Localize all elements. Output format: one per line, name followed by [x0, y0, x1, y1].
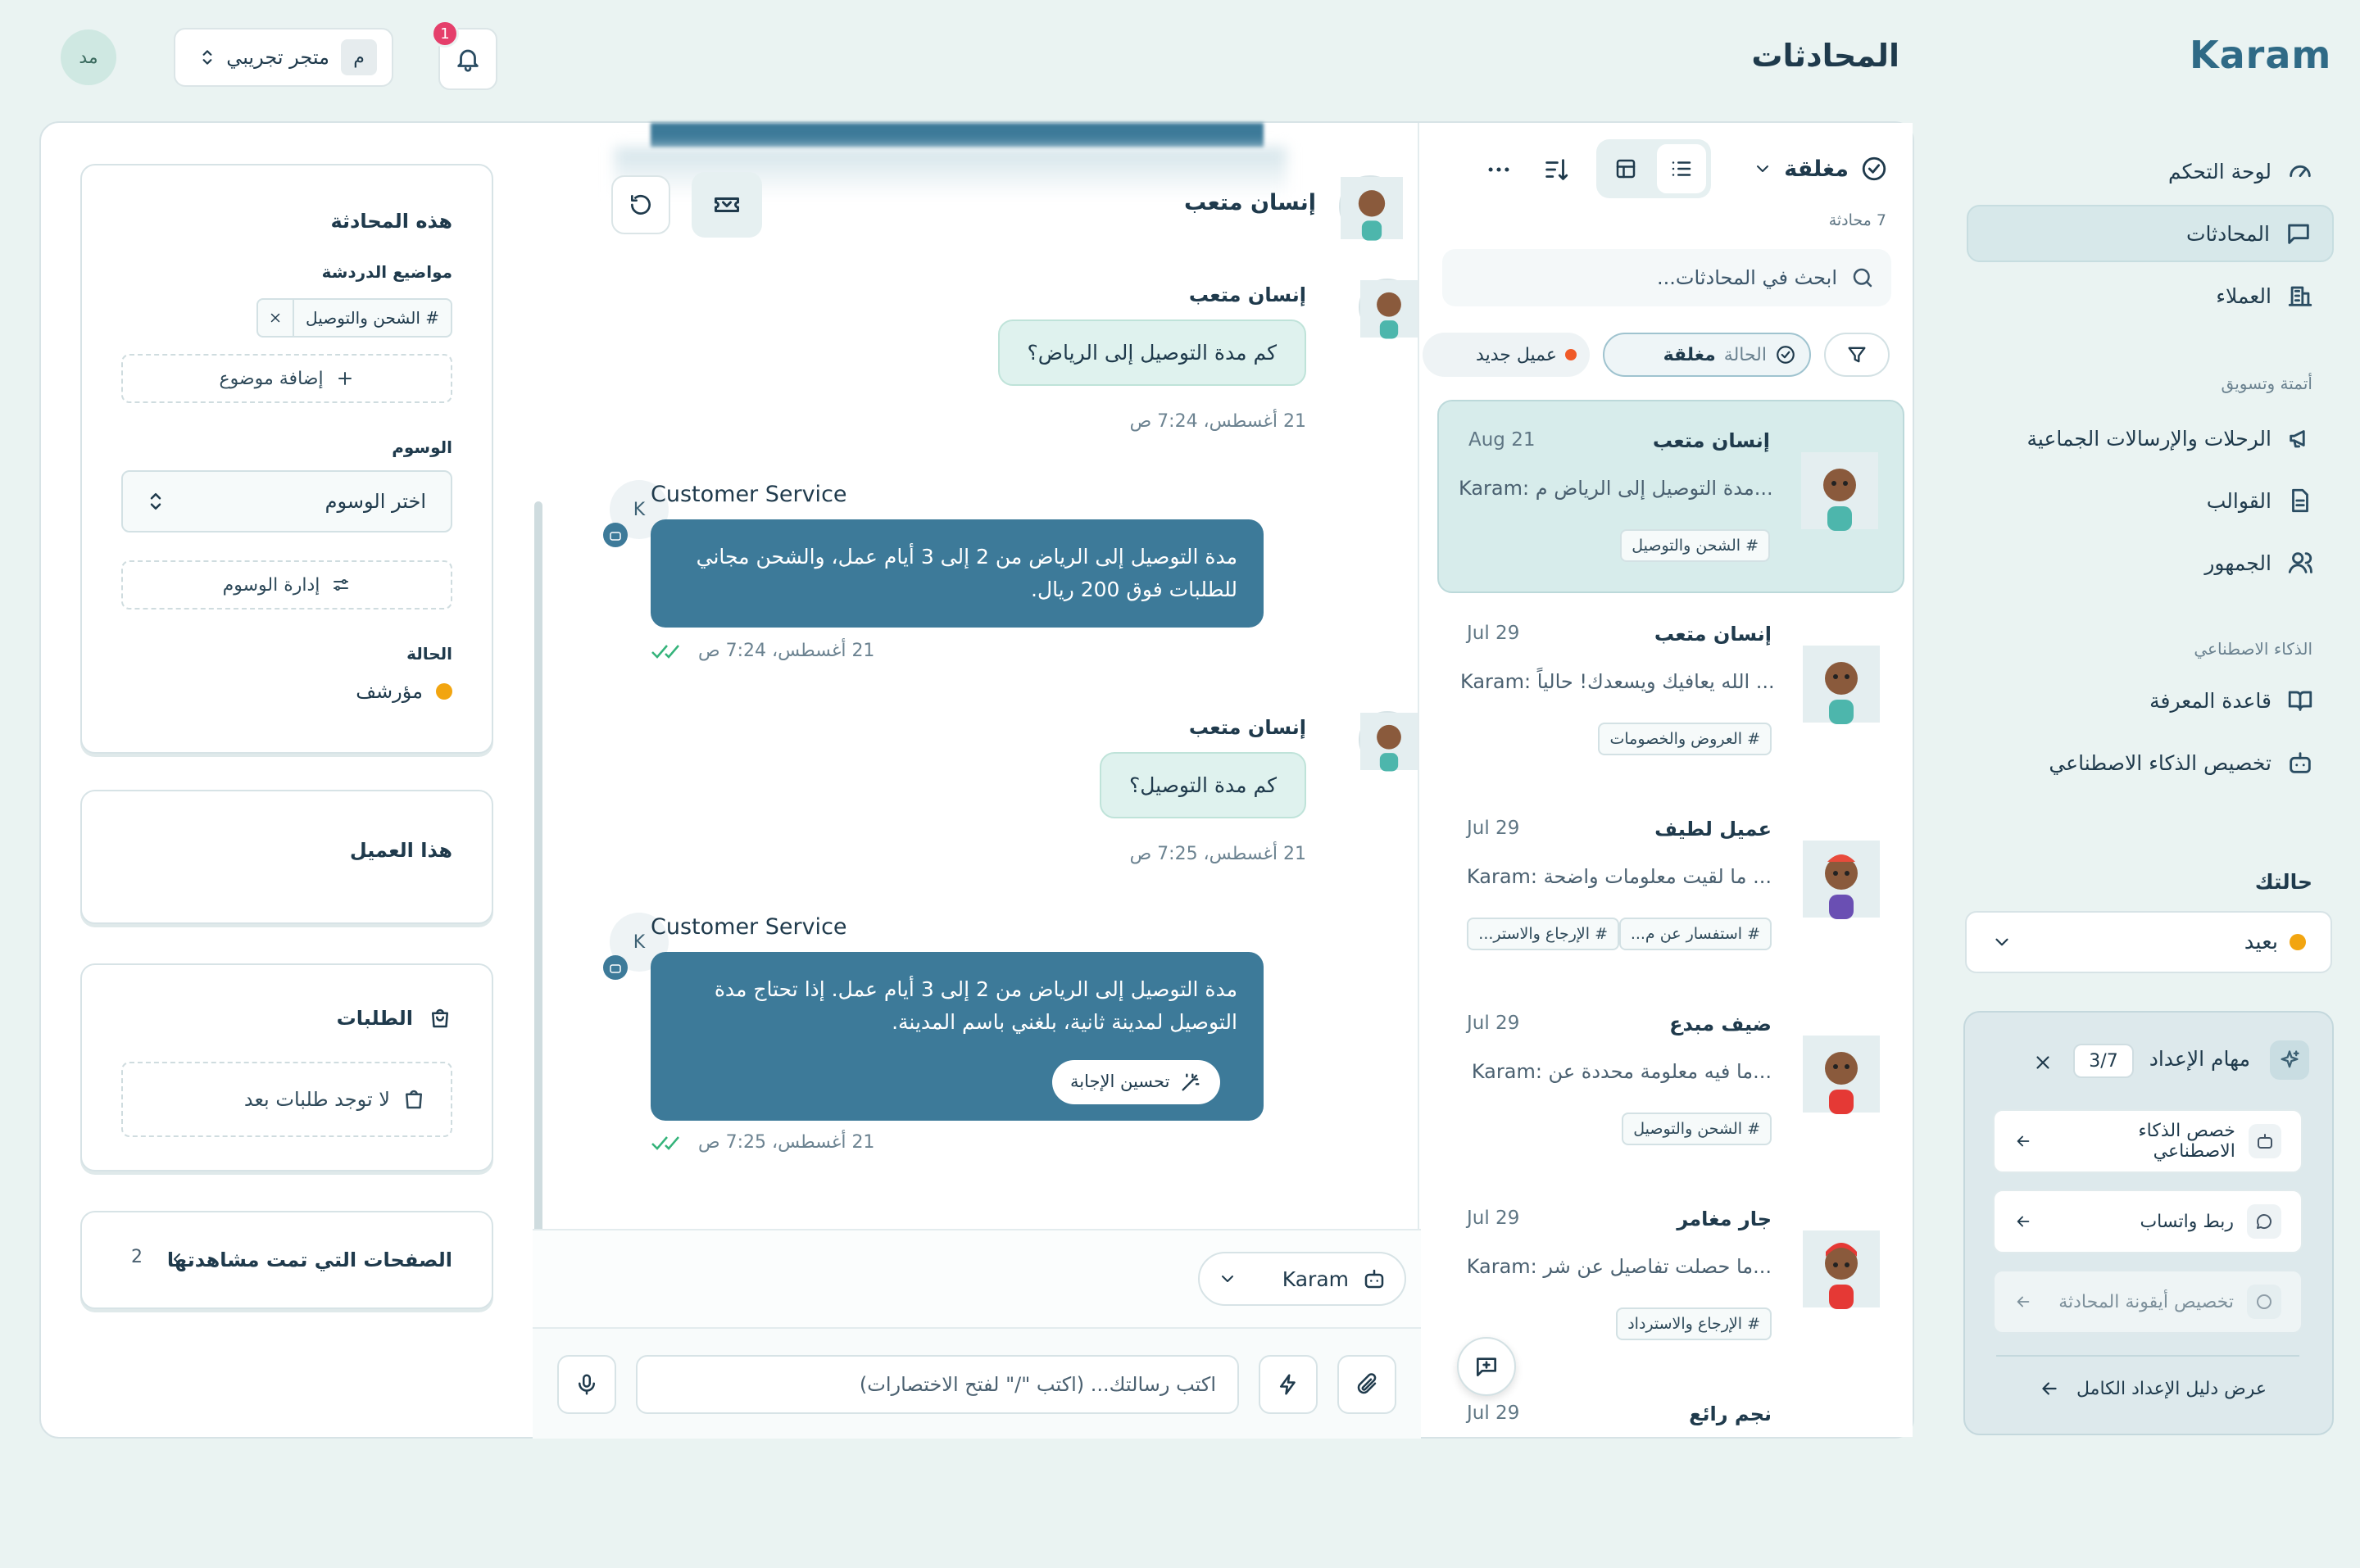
status-dot	[436, 683, 452, 700]
chevron-updown-icon	[200, 47, 215, 68]
conversation-preview: Karam: ما فيه معلومة محددة عن...	[1471, 1060, 1772, 1083]
sidebar-item-label: قاعدة المعرفة	[2149, 688, 2272, 713]
viewed-count: 2	[131, 1247, 143, 1267]
bot-icon	[1362, 1267, 1386, 1291]
shopping-bag-icon	[402, 1087, 426, 1112]
status-dot	[2290, 934, 2306, 950]
document-icon	[2286, 487, 2314, 514]
palette-icon	[2247, 1285, 2281, 1319]
chip-value: مغلقة	[1663, 344, 1716, 365]
close-icon[interactable]	[2032, 1052, 2054, 1073]
attach-button[interactable]	[1337, 1355, 1396, 1414]
setup-step-label: خصص الذكاء الاصطناعي	[2138, 1121, 2235, 1162]
chat-bubble-icon	[2247, 1204, 2281, 1239]
setup-step-ai[interactable]	[1993, 1109, 2303, 1173]
setup-progress: 3/7	[2073, 1044, 2134, 1078]
conversation-name: إنسان متعب	[1654, 623, 1772, 646]
karam-logo[interactable]	[2190, 33, 2332, 82]
store-name: متجر تجريبي	[226, 46, 329, 69]
conversation-date: Jul 29	[1467, 1208, 1520, 1229]
add-topic-button[interactable]	[121, 354, 452, 403]
chevron-down-icon	[1218, 1269, 1237, 1289]
setup-step-label: ربط واتساب	[2140, 1211, 2234, 1232]
arrow-left-icon	[2014, 1293, 2032, 1311]
tags-select[interactable]	[121, 470, 452, 532]
conversation-date: Aug 21	[1468, 429, 1536, 451]
viewed-pages-card[interactable]	[80, 1211, 493, 1309]
setup-step-label: تخصيص أيقونة المحادثة	[2058, 1291, 2234, 1312]
store-initial: م	[341, 39, 377, 75]
status-filter-chip[interactable]	[1603, 333, 1811, 377]
microphone-icon	[574, 1372, 599, 1397]
view-toggle	[1596, 139, 1711, 198]
bot-icon	[2249, 1124, 2281, 1158]
message-bubble-incoming: كم مدة التوصيل إلى الرياض؟	[998, 319, 1307, 386]
tags-label: الوسوم	[392, 437, 452, 457]
page-title: المحادثات	[1751, 38, 1899, 74]
conversation-name: إنسان متعب	[1652, 429, 1770, 452]
conversation-item[interactable]	[1437, 1375, 1904, 1568]
magic-wand-icon	[1179, 1071, 1202, 1094]
conversation-name: عميل لطيف	[1654, 818, 1772, 841]
sidebar-item-label: المحادثات	[2185, 221, 2270, 246]
table-view-button[interactable]	[1601, 144, 1650, 193]
no-orders-placeholder	[121, 1062, 452, 1137]
filter-icon	[1845, 343, 1868, 366]
main-card	[39, 121, 1914, 1439]
brand-name: Karam	[2190, 33, 2332, 77]
status-value: بعيد	[2244, 930, 2278, 954]
ticket-icon	[712, 190, 742, 220]
agent-selector[interactable]	[1198, 1252, 1406, 1306]
topic-chip	[256, 298, 452, 338]
conversation-tag: # استفسار عن م...	[1619, 918, 1772, 950]
arrow-left-icon	[2039, 1378, 2060, 1399]
plus-icon	[335, 369, 355, 388]
conversation-tag: # الإرجاع والاستر...	[1467, 918, 1619, 950]
setup-title: مهام الإعداد	[2149, 1047, 2250, 1071]
section-title: هذه المحادثة	[330, 210, 452, 233]
sidebar-item-conversations[interactable]	[1967, 205, 2334, 262]
search-input[interactable]	[1442, 249, 1891, 306]
chip-dot	[1565, 349, 1577, 360]
setup-step-whatsapp[interactable]	[1993, 1190, 2303, 1253]
avatar	[1803, 1230, 1880, 1307]
composer	[533, 1327, 1421, 1439]
sidebar-item-label: لوحة التحكم	[2167, 159, 2272, 184]
improve-answer-button[interactable]	[1052, 1060, 1220, 1104]
manage-tags-button[interactable]	[121, 560, 452, 610]
conversation-name: ضيف مبدع	[1669, 1013, 1772, 1036]
avatar	[1803, 841, 1880, 918]
conversation-tag: # الشحن والتوصيل	[1622, 1113, 1772, 1145]
bell-icon	[454, 45, 482, 73]
search-icon	[1850, 265, 1875, 290]
conversation-name: نجم رائع	[1689, 1403, 1772, 1425]
building-icon	[2286, 282, 2314, 310]
list-view-button[interactable]	[1657, 144, 1706, 193]
chip-label: عميل جديد	[1476, 344, 1557, 365]
agent-name: Karam	[1282, 1267, 1349, 1291]
paperclip-icon	[1355, 1372, 1379, 1397]
message-text: مدة التوصيل إلى الرياض من 2 إلى 3 أيام عمل. إذا تحتاج مدة التوصيل لمدينة ثانية، بلغني باسم المدينة.	[714, 977, 1237, 1034]
avatar	[1359, 279, 1416, 336]
bot-icon	[603, 955, 628, 980]
double-check-icon	[651, 642, 687, 660]
conversation-tag: # الشحن والتوصيل	[1620, 529, 1770, 562]
avatar	[1803, 646, 1880, 723]
sidebar-item-templates[interactable]	[1967, 472, 2334, 529]
message-time: 21 أغسطس، 7:24 ص	[1129, 411, 1306, 432]
status-filter-label: مغلقة	[1784, 156, 1849, 182]
lightning-icon	[1276, 1372, 1300, 1397]
conversation-details-card	[80, 164, 493, 754]
sidebar-item-knowledge-base[interactable]	[1967, 672, 2334, 729]
conversation-tag: # الإرجاع والاسترداد	[1616, 1307, 1772, 1340]
close-icon	[268, 310, 283, 325]
status-filter-dropdown[interactable]	[1732, 144, 1888, 193]
conversation-preview: Karam: الله يعافيك ويسعدك! حالياً ...	[1460, 670, 1775, 693]
message-time: 21 أغسطس، 7:25 ص	[1129, 844, 1306, 864]
topic-chip-label: # الشحن والتوصيل	[306, 308, 439, 328]
arrow-left-icon	[2014, 1212, 2032, 1230]
agent-avatar: K	[610, 480, 669, 539]
check-circle-icon	[1775, 344, 1796, 365]
arrow-left-icon	[2014, 1132, 2032, 1150]
avatar	[1803, 1036, 1880, 1113]
user-avatar[interactable]: مد	[61, 29, 116, 85]
orders-header	[337, 1006, 452, 1031]
more-icon[interactable]	[1485, 156, 1513, 184]
message-sender: Customer Service	[651, 914, 847, 940]
book-icon	[2286, 687, 2314, 714]
conversation-date: Jul 29	[1467, 1013, 1520, 1034]
sidebar-item-dashboard[interactable]	[1967, 143, 2334, 200]
conversation-count: 7 محادثة	[1828, 211, 1886, 229]
bot-icon	[2286, 749, 2314, 777]
notification-badge: 1	[431, 20, 459, 48]
conversation-status	[356, 680, 452, 703]
setup-step-chat-icon[interactable]	[1993, 1270, 2303, 1334]
status-value: مؤرشف	[356, 680, 423, 703]
rotate-icon	[628, 192, 654, 218]
conversation-preview: Karam: ما حصلت تفاصيل عن شر...	[1466, 1255, 1772, 1278]
chat-panel	[533, 123, 1421, 1437]
divider	[1996, 1355, 2299, 1357]
table-icon	[1613, 156, 1638, 181]
message-bubble-outgoing	[651, 952, 1264, 1121]
setup-tasks-panel	[1963, 1011, 2334, 1435]
agent-status-select[interactable]	[1965, 911, 2332, 973]
message-plus-icon	[1473, 1353, 1500, 1380]
sidebar-item-label: تخصيص الذكاء الاصطناعي	[2049, 750, 2272, 775]
setup-guide-label: عرض دليل الإعداد الكامل	[2076, 1378, 2267, 1399]
message-meta	[651, 641, 874, 661]
conversation-preview: Karam: ما لقيت معلومات واضحة ...	[1466, 865, 1772, 888]
orders-title: الطلبات	[336, 1007, 413, 1030]
conversation-item[interactable]	[1437, 790, 1904, 983]
reopen-button[interactable]	[611, 175, 670, 234]
section-title: الصفحات التي تمت مشاهدتها	[166, 1249, 452, 1271]
chat-header	[598, 170, 1401, 244]
chevron-down-icon	[1991, 931, 2013, 953]
sidebar-item-campaigns[interactable]	[1967, 410, 2334, 467]
message-meta	[651, 1132, 874, 1153]
sidebar-item-customers[interactable]	[1967, 267, 2334, 324]
conversation-date: Jul 29	[1467, 1403, 1520, 1424]
megaphone-icon	[2286, 424, 2314, 452]
message-sender: Customer Service	[651, 482, 847, 507]
double-check-icon	[651, 1134, 687, 1152]
improve-answer-label: تحسين الإجابة	[1070, 1072, 1170, 1092]
chevron-right-icon	[167, 1247, 187, 1271]
scrolled-message-edge	[651, 123, 1264, 147]
setup-guide-link[interactable]	[2039, 1378, 2267, 1399]
avatar	[1359, 711, 1416, 768]
filter-button[interactable]	[1824, 333, 1890, 377]
add-topic-label: إضافة موضوع	[219, 368, 324, 389]
message-bubble-outgoing: مدة التوصيل إلى الرياض من 2 إلى 3 أيام عمل، والشحن مجاني للطلبات فوق 200 ريال.	[651, 519, 1264, 628]
new-conversation-button[interactable]	[1457, 1337, 1516, 1396]
contact-name: إنسان متعب	[1183, 190, 1316, 215]
remove-topic-button[interactable]	[258, 300, 294, 336]
status-label: حالتك	[2254, 870, 2312, 894]
conversation-item[interactable]	[1437, 595, 1904, 788]
message-input[interactable]	[636, 1355, 1239, 1414]
store-switcher[interactable]	[174, 28, 393, 87]
conversation-tag: # العروض والخصومات	[1598, 723, 1772, 755]
conversation-date: Jul 29	[1467, 818, 1520, 839]
customer-card[interactable]	[80, 790, 493, 924]
conversation-item[interactable]	[1437, 985, 1904, 1178]
list-icon	[1669, 156, 1694, 181]
agent-avatar: K	[610, 913, 669, 972]
avatar	[1801, 452, 1878, 529]
message-bubble-incoming: كم مدة التوصيل؟	[1100, 752, 1306, 818]
shortcuts-button[interactable]	[1259, 1355, 1318, 1414]
no-orders-label: لا توجد طلبات بعد	[243, 1088, 390, 1111]
search-placeholder: ابحث في المحادثات...	[1657, 266, 1837, 289]
section-title: هذا العميل	[349, 839, 452, 862]
conversation-item[interactable]	[1437, 1180, 1904, 1373]
section-label-ai: الذكاء الاصطناعي	[2194, 639, 2312, 659]
message-time: 21 أغسطس، 7:25 ص	[698, 1132, 875, 1153]
conversation-item[interactable]	[1437, 400, 1904, 593]
new-customer-chip[interactable]	[1423, 333, 1590, 377]
sort-icon[interactable]	[1542, 156, 1570, 184]
voice-button[interactable]	[557, 1355, 616, 1414]
ticket-button[interactable]	[692, 172, 762, 238]
conversation-date: Jul 29	[1467, 623, 1520, 644]
sidebar-item-ai-customize[interactable]	[1967, 734, 2334, 791]
chat-icon	[2285, 220, 2312, 247]
check-circle-icon	[1860, 155, 1888, 183]
shopping-bag-icon	[428, 1006, 452, 1031]
chip-key: الحالة	[1723, 344, 1767, 365]
conversation-list-panel	[1418, 123, 1913, 1437]
chevron-updown-icon	[148, 489, 164, 514]
sliders-icon	[331, 575, 351, 595]
people-icon	[2286, 549, 2314, 577]
section-label-marketing: أتمتة وتسويق	[2221, 374, 2312, 393]
tags-select-value: اختر الوسوم	[324, 490, 426, 513]
orders-card	[80, 963, 493, 1171]
message-placeholder: اكتب رسالتك... (اكتب "/" لفتح الاختصارات)	[859, 1373, 1216, 1396]
chevron-down-icon	[1753, 159, 1772, 179]
sidebar-item-label: الرحلات والإرسالات الجماعية	[2026, 426, 2272, 451]
gauge-icon	[2286, 157, 2314, 185]
message-time: 21 أغسطس، 7:24 ص	[698, 641, 875, 661]
agent-selector-bar	[533, 1229, 1421, 1327]
conversation-preview: Karam: مدة التوصيل إلى الرياض م...	[1459, 477, 1773, 500]
sidebar-item-label: العملاء	[2216, 283, 2272, 308]
status-label: الحالة	[406, 644, 452, 664]
sidebar-item-label: القوالب	[2206, 488, 2272, 513]
conversation-name: جار مغامر	[1677, 1208, 1772, 1230]
sidebar-item-label: الجمهور	[2204, 551, 2272, 575]
manage-tags-label: إدارة الوسوم	[222, 574, 320, 596]
sparkle-icon	[2270, 1040, 2309, 1080]
message-sender: إنسان متعب	[1188, 283, 1306, 306]
bot-icon	[603, 523, 628, 547]
topics-label: مواضيع الدردشة	[321, 262, 452, 282]
message-sender: إنسان متعب	[1188, 716, 1306, 739]
avatar	[1339, 175, 1401, 238]
sidebar-item-audience[interactable]	[1967, 534, 2334, 591]
